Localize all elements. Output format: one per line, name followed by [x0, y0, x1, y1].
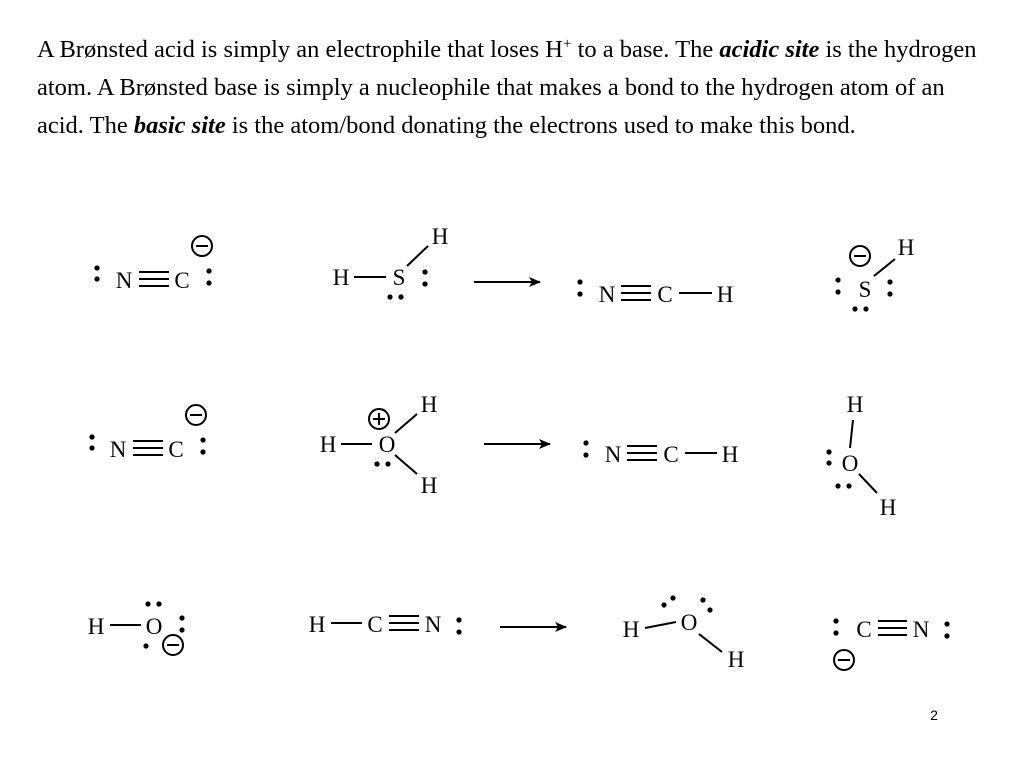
- lone-pair-dot: [374, 461, 379, 466]
- lone-pair-dot: [385, 461, 390, 466]
- lone-pair-dot: [583, 452, 588, 457]
- lone-pair-dot: [887, 279, 892, 284]
- lone-pair-dot: [179, 627, 184, 632]
- atom-hydrogen: H: [879, 495, 897, 520]
- basic-site-term: basic site: [133, 112, 226, 139]
- atom-nitrogen: N: [598, 282, 616, 307]
- page-number: 2: [930, 707, 938, 723]
- atom-hydrogen: H: [622, 617, 640, 642]
- atom-nitrogen: N: [109, 437, 127, 462]
- lone-pair-dot: [94, 265, 99, 270]
- single-bond-line: [407, 246, 428, 266]
- atom-sulfur: S: [392, 265, 406, 290]
- lone-pair-dot: [89, 434, 94, 439]
- lone-pair-dot: [422, 281, 427, 286]
- lone-pair-dot: [398, 294, 403, 299]
- atom-hydrogen: H: [897, 235, 915, 260]
- lone-pair-dot: [206, 268, 211, 273]
- cyanide-anion: [94, 236, 212, 293]
- atom-hydrogen: H: [319, 432, 337, 457]
- intro-text-1: A Brønsted acid is simply an electrophile that loses H: [37, 36, 563, 63]
- lone-pair-dot: [577, 291, 582, 296]
- lone-pair-dot: [846, 483, 851, 488]
- single-bond-line: [395, 455, 417, 474]
- atom-carbon: C: [174, 268, 190, 293]
- intro-text-2: to a base. The: [571, 36, 720, 63]
- single-bond-line: [645, 622, 676, 628]
- lone-pair-dot: [422, 269, 427, 274]
- reaction-row-3: [88, 595, 950, 672]
- hydroxide-anion: [88, 601, 185, 655]
- atom-nitrogen: N: [604, 442, 622, 467]
- atom-nitrogen: N: [912, 617, 930, 642]
- atom-oxygen: O: [378, 432, 396, 457]
- lone-pair-dot: [200, 449, 205, 454]
- lone-pair-dot: [156, 601, 161, 606]
- lone-pair-dot: [835, 277, 840, 282]
- proton-charge-superscript: +: [562, 36, 572, 52]
- lone-pair-dot: [200, 437, 205, 442]
- lone-pair-dot: [833, 630, 838, 635]
- lone-pair-dot: [145, 601, 150, 606]
- atom-carbon: C: [168, 437, 184, 462]
- atom-oxygen: O: [841, 451, 859, 476]
- cyanide-anion: [833, 617, 949, 670]
- reaction-row-2: [89, 392, 896, 520]
- atom-sulfur: S: [858, 277, 872, 302]
- lone-pair-dot: [456, 617, 461, 622]
- single-bond-line: [874, 259, 895, 276]
- lone-pair-dot: [863, 306, 868, 311]
- lone-pair-dot: [143, 643, 148, 648]
- lone-pair-dot: [944, 633, 949, 638]
- atom-hydrogen: H: [332, 265, 350, 290]
- atom-hydrogen: H: [431, 224, 449, 249]
- reaction-row-1: [94, 224, 914, 312]
- atom-oxygen: O: [145, 614, 163, 639]
- lone-pair-dot: [206, 280, 211, 285]
- single-bond-line: [395, 414, 417, 433]
- cyanide-anion: [89, 405, 206, 462]
- lone-pair-dot: [833, 618, 838, 623]
- lone-pair-dot: [700, 597, 705, 602]
- lone-pair-dot: [583, 440, 588, 445]
- lone-pair-dot: [944, 621, 949, 626]
- atom-oxygen: O: [680, 610, 698, 635]
- lone-pair-dot: [456, 629, 461, 634]
- hydrosulfide-anion: [835, 235, 914, 312]
- hydronium-ion: [320, 392, 438, 498]
- atom-hydrogen: H: [308, 612, 326, 637]
- hydrogen-cyanide: [583, 440, 738, 467]
- atom-hydrogen: H: [846, 392, 864, 417]
- atom-carbon: C: [657, 282, 673, 307]
- lone-pair-dot: [887, 291, 892, 296]
- atom-carbon: C: [367, 612, 383, 637]
- intro-text-4: is the atom/bond donating the electrons used to make this bond.: [225, 112, 856, 139]
- atom-nitrogen: N: [424, 612, 442, 637]
- lone-pair-dot: [835, 483, 840, 488]
- single-bond-line: [699, 634, 722, 652]
- lone-pair-dot: [826, 449, 831, 454]
- atom-hydrogen: H: [420, 392, 438, 417]
- lone-pair-dot: [707, 607, 712, 612]
- hydrogen-sulfide: [333, 224, 449, 300]
- single-bond-line: [859, 474, 877, 493]
- hydrogen-cyanide: [309, 612, 462, 637]
- lone-pair-dot: [387, 294, 392, 299]
- lone-pair-dot: [670, 595, 675, 600]
- lone-pair-dot: [94, 276, 99, 281]
- atom-carbon: C: [856, 617, 872, 642]
- lone-pair-dot: [661, 602, 666, 607]
- water-molecule: [623, 595, 745, 672]
- lone-pair-dot: [89, 445, 94, 450]
- atom-hydrogen: H: [721, 442, 739, 467]
- lone-pair-dot: [826, 460, 831, 465]
- intro-text-3: is the hydrogen atom. A Brønsted base is simply a nucleophile that makes a bond to the hydrogen atom of an acid. The: [37, 36, 977, 139]
- lone-pair-dot: [835, 289, 840, 294]
- lone-pair-dot: [577, 279, 582, 284]
- lone-pair-dot: [179, 615, 184, 620]
- water-molecule: [826, 392, 896, 520]
- acidic-site-term: acidic site: [719, 36, 820, 63]
- atom-hydrogen: H: [420, 473, 438, 498]
- atom-hydrogen: H: [727, 647, 745, 672]
- atom-hydrogen: H: [716, 282, 734, 307]
- single-bond-line: [850, 420, 853, 448]
- atom-hydrogen: H: [87, 614, 105, 639]
- atom-carbon: C: [663, 442, 679, 467]
- lone-pair-dot: [852, 306, 857, 311]
- atom-nitrogen: N: [115, 268, 133, 293]
- hydrogen-cyanide: [577, 279, 733, 307]
